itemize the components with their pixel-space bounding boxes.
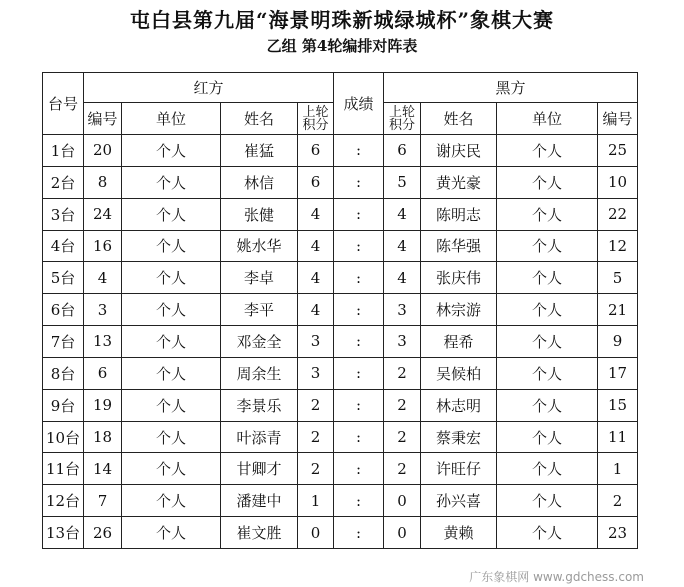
cell-result: : [334,294,384,326]
cell-black-number: 2 [598,485,638,517]
cell-red-unit: 个人 [122,453,221,485]
cell-red-unit: 个人 [122,166,221,198]
cell-red-prev-score: 6 [298,166,334,198]
table-row [43,517,638,549]
header-red-unit: 单位 [122,103,221,135]
cell-black-unit: 个人 [497,262,598,294]
cell-red-number: 24 [84,198,122,230]
cell-red-number: 3 [84,294,122,326]
cell-red-unit: 个人 [122,230,221,262]
cell-black-number: 11 [598,421,638,453]
table-row [43,230,638,262]
cell-black-name: 黄赖 [421,517,497,549]
cell-result: : [334,389,384,421]
cell-red-name: 崔文胜 [221,517,298,549]
cell-table-no: 8台 [43,357,84,389]
cell-black-name: 林志明 [421,389,497,421]
cell-red-number: 13 [84,326,122,358]
cell-black-prev-score: 4 [384,230,421,262]
cell-red-prev-score: 4 [298,198,334,230]
header-red-side: 红方 [84,73,334,103]
cell-red-unit: 个人 [122,135,221,167]
cell-red-prev-score: 2 [298,421,334,453]
cell-red-unit: 个人 [122,198,221,230]
cell-red-number: 4 [84,262,122,294]
cell-table-no: 4台 [43,230,84,262]
cell-red-unit: 个人 [122,389,221,421]
cell-red-prev-score: 0 [298,517,334,549]
cell-red-unit: 个人 [122,421,221,453]
page-title: 屯白县第九届“海景明珠新城绿城杯”象棋大赛 [129,8,554,32]
cell-black-unit: 个人 [497,389,598,421]
cell-black-unit: 个人 [497,166,598,198]
cell-black-prev-score: 2 [384,357,421,389]
cell-result: : [334,453,384,485]
table-row [43,421,638,453]
cell-black-number: 17 [598,357,638,389]
cell-red-unit: 个人 [122,294,221,326]
cell-red-name: 李景乐 [221,389,298,421]
table-row [43,485,638,517]
cell-black-name: 陈华强 [421,230,497,262]
table-row [43,198,638,230]
cell-black-name: 蔡秉宏 [421,421,497,453]
header-black-name: 姓名 [421,103,497,135]
cell-red-number: 6 [84,357,122,389]
cell-black-prev-score: 0 [384,485,421,517]
cell-black-number: 5 [598,262,638,294]
cell-red-number: 18 [84,421,122,453]
cell-black-number: 15 [598,389,638,421]
header-black-number: 编号 [598,103,638,135]
cell-red-unit: 个人 [122,326,221,358]
cell-black-unit: 个人 [497,517,598,549]
cell-red-unit: 个人 [122,485,221,517]
header-red-prev-score-line2: 积分 [302,117,329,133]
cell-result: : [334,262,384,294]
cell-result: : [334,357,384,389]
cell-result: : [334,485,384,517]
cell-black-unit: 个人 [497,357,598,389]
cell-black-number: 10 [598,166,638,198]
cell-table-no: 5台 [43,262,84,294]
cell-red-name: 甘卿才 [221,453,298,485]
cell-black-unit: 个人 [497,485,598,517]
cell-black-number: 1 [598,453,638,485]
cell-table-no: 11台 [43,453,84,485]
cell-red-number: 7 [84,485,122,517]
cell-red-unit: 个人 [122,262,221,294]
cell-black-unit: 个人 [497,326,598,358]
cell-red-number: 14 [84,453,122,485]
cell-red-name: 潘建中 [221,485,298,517]
cell-red-unit: 个人 [122,357,221,389]
cell-black-unit: 个人 [497,135,598,167]
cell-black-prev-score: 3 [384,294,421,326]
table-row [43,262,638,294]
watermark: 广东象棋网 www.gdchess.com [469,570,644,584]
cell-table-no: 1台 [43,135,84,167]
cell-table-no: 12台 [43,485,84,517]
cell-red-number: 16 [84,230,122,262]
cell-black-prev-score: 0 [384,517,421,549]
cell-table-no: 3台 [43,198,84,230]
cell-red-name: 邓金全 [221,326,298,358]
cell-black-prev-score: 6 [384,135,421,167]
cell-black-name: 黄光豪 [421,166,497,198]
cell-table-no: 9台 [43,389,84,421]
header-red-prev-score [298,103,334,135]
cell-black-name: 程希 [421,326,497,358]
cell-black-name: 谢庆民 [421,135,497,167]
cell-red-prev-score: 4 [298,230,334,262]
cell-red-name: 林信 [221,166,298,198]
cell-black-prev-score: 5 [384,166,421,198]
cell-result: : [334,517,384,549]
cell-red-number: 20 [84,135,122,167]
cell-red-prev-score: 3 [298,357,334,389]
cell-table-no: 13台 [43,517,84,549]
cell-black-unit: 个人 [497,453,598,485]
cell-result: : [334,166,384,198]
cell-result: : [334,326,384,358]
cell-red-name: 姚水华 [221,230,298,262]
cell-black-number: 25 [598,135,638,167]
table-row [43,389,638,421]
table-row [43,326,638,358]
header-table-no: 台号 [43,73,84,135]
table-row [43,135,638,167]
cell-black-number: 22 [598,198,638,230]
cell-black-number: 21 [598,294,638,326]
cell-black-prev-score: 2 [384,453,421,485]
table-row [43,357,638,389]
cell-red-prev-score: 1 [298,485,334,517]
cell-red-prev-score: 3 [298,326,334,358]
cell-red-unit: 个人 [122,517,221,549]
cell-black-unit: 个人 [497,294,598,326]
table-row [43,166,638,198]
header-red-number: 编号 [84,103,122,135]
cell-black-name: 吴候柏 [421,357,497,389]
cell-red-prev-score: 2 [298,453,334,485]
cell-black-unit: 个人 [497,198,598,230]
cell-black-unit: 个人 [497,421,598,453]
cell-red-prev-score: 2 [298,389,334,421]
cell-red-name: 叶添青 [221,421,298,453]
header-red-prev-score-line1: 上轮 [302,104,329,120]
cell-black-name: 张庆伟 [421,262,497,294]
cell-black-name: 孙兴喜 [421,485,497,517]
cell-red-number: 19 [84,389,122,421]
cell-result: : [334,421,384,453]
cell-result: : [334,135,384,167]
cell-red-prev-score: 4 [298,262,334,294]
cell-red-name: 周余生 [221,357,298,389]
cell-black-prev-score: 3 [384,326,421,358]
cell-red-prev-score: 4 [298,294,334,326]
page-subtitle: 乙组 第4轮编排对阵表 [266,37,418,55]
cell-black-name: 陈明志 [421,198,497,230]
cell-table-no: 10台 [43,421,84,453]
cell-result: : [334,198,384,230]
cell-table-no: 7台 [43,326,84,358]
header-black-prev-score [384,103,421,135]
cell-black-prev-score: 2 [384,421,421,453]
header-black-prev-score-line2: 积分 [388,117,415,133]
table-row [43,453,638,485]
header-red-name: 姓名 [221,103,298,135]
table-row [43,294,638,326]
cell-black-name: 林宗游 [421,294,497,326]
cell-black-name: 许旺仔 [421,453,497,485]
cell-red-name: 李平 [221,294,298,326]
cell-red-number: 8 [84,166,122,198]
cell-black-number: 23 [598,517,638,549]
cell-result: : [334,230,384,262]
cell-red-name: 李卓 [221,262,298,294]
cell-black-prev-score: 2 [384,389,421,421]
cell-red-name: 张健 [221,198,298,230]
header-black-side: 黑方 [384,73,638,103]
cell-red-number: 26 [84,517,122,549]
cell-black-unit: 个人 [497,230,598,262]
cell-black-number: 9 [598,326,638,358]
cell-table-no: 2台 [43,166,84,198]
pairing-table [42,72,638,549]
cell-black-prev-score: 4 [384,198,421,230]
cell-red-name: 崔猛 [221,135,298,167]
cell-black-prev-score: 4 [384,262,421,294]
header-black-unit: 单位 [497,103,598,135]
header-black-prev-score-line1: 上轮 [388,104,415,120]
cell-table-no: 6台 [43,294,84,326]
cell-red-prev-score: 6 [298,135,334,167]
cell-black-number: 12 [598,230,638,262]
header-result: 成绩 [334,73,384,135]
